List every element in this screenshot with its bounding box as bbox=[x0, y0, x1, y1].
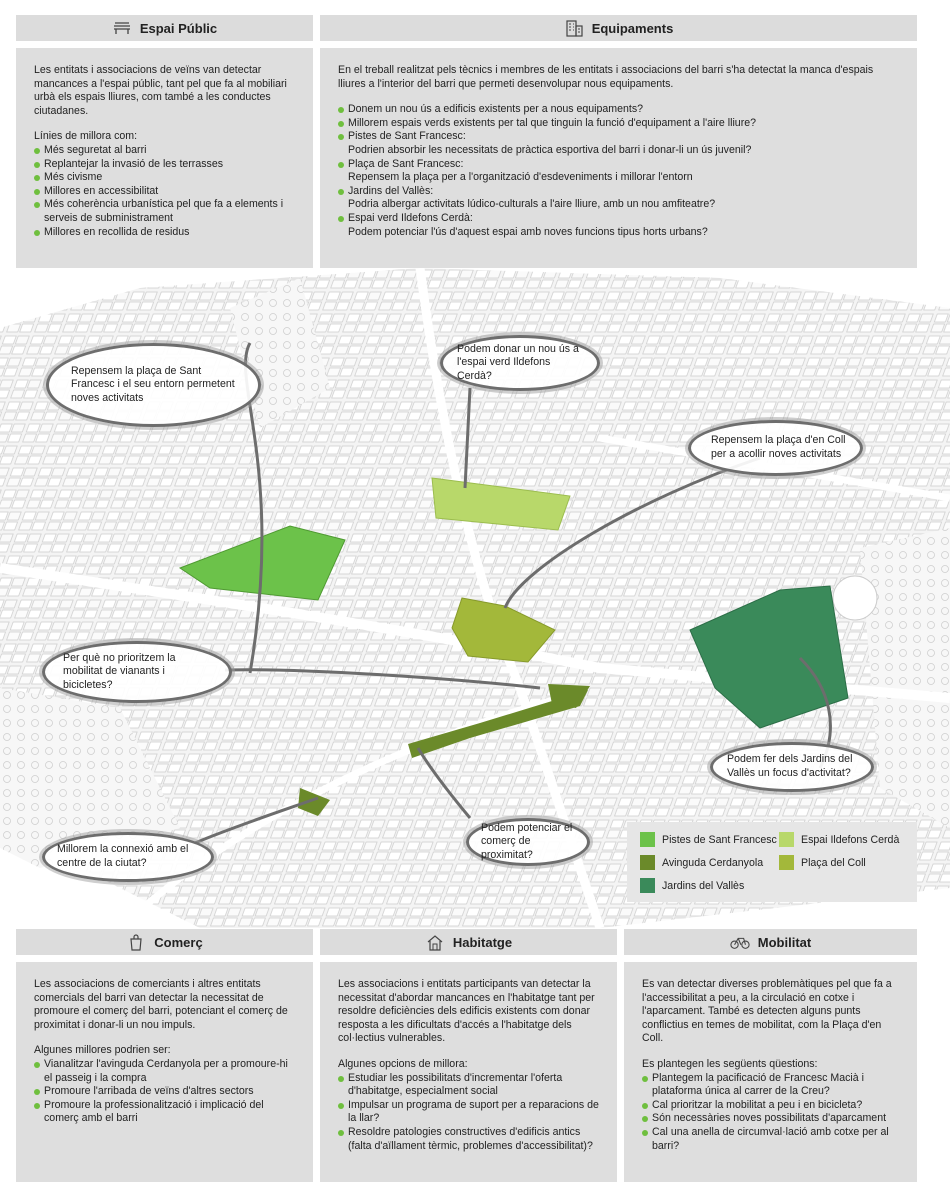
map-legend bbox=[627, 822, 917, 902]
comerc-lead: Algunes millores podrien ser: bbox=[34, 1044, 171, 1057]
legend-item: Pistes de Sant Francesc bbox=[640, 832, 777, 847]
list-item: Promoure l'arribada de veïns d'altres sectors bbox=[34, 1085, 295, 1099]
legend-item: Jardins del Vallès bbox=[640, 878, 744, 893]
espai-public-list bbox=[34, 144, 295, 239]
roundabout bbox=[833, 576, 877, 620]
shopping-bag-icon bbox=[126, 933, 146, 951]
list-item: Jardins del Vallès: Podria albergar activitats lúdico-culturals a l'aire lliure, amb un nou amfiteatre? bbox=[338, 185, 899, 212]
habitatge-lead: Algunes opcions de millora: bbox=[338, 1057, 468, 1070]
mobilitat-title: Mobilitat bbox=[757, 934, 812, 950]
bubble-ildefons-cerda: Podem donar un nou ús a l'espai verd Ildefons Cerdà? bbox=[440, 335, 600, 391]
list-item: Espai verd Ildefons Cerdà: Podem potenciar l'ús d'aquest espai amb noves funcions tipus horts urbans? bbox=[338, 212, 899, 239]
habitatge-header bbox=[320, 929, 617, 955]
mobilitat-list bbox=[642, 1072, 899, 1154]
legend-item: Plaça del Coll bbox=[779, 855, 866, 870]
espai-public-lead: Línies de millora com: bbox=[34, 130, 138, 143]
comerc-intro: Les associacions de comerciants i altres entitats comercials del barri van detectar la necessitat de promoure el comerç del barri, potenciant el comerç de proximitat i donar-li un nou impuls. bbox=[34, 978, 288, 1031]
list-item: Impulsar un programa de suport per a reparacions de la llar? bbox=[338, 1099, 599, 1126]
equipaments-panel bbox=[320, 48, 917, 268]
equipaments-list bbox=[338, 103, 899, 239]
habitatge-list bbox=[338, 1072, 599, 1154]
espai-public-intro: Les entitats i associacions de veïns van detectar mancances a l'espai públic, tant pel que fa al mobiliari urbà els espais lliures, com també a les conductes ciutadanes. bbox=[34, 64, 287, 117]
bicycle-icon bbox=[730, 933, 750, 951]
list-item: Replantejar la invasió de les terrasses bbox=[34, 158, 295, 172]
list-item: Donem un nou ús a edificis existents per a nous equipaments? bbox=[338, 103, 899, 117]
legend-item: Espai Ildefons Cerdà bbox=[779, 832, 899, 847]
legend-swatch bbox=[640, 855, 655, 870]
mobilitat-panel bbox=[624, 962, 917, 1182]
list-item: Són necessàries noves possibilitats d'aparcament bbox=[642, 1112, 899, 1126]
mobilitat-header bbox=[624, 929, 917, 955]
list-item: Millores en accessibilitat bbox=[34, 185, 295, 199]
equipaments-intro: En el treball realitzat pels tècnics i membres de les entitats i associacions del barri s'ha detectat la manca d'espais lliures a l'interior del barri que permeti desenvolupar nous equipaments. bbox=[338, 64, 874, 90]
espai-public-title: Espai Públic bbox=[139, 20, 218, 36]
bubble-placa-den-coll: Repensem la plaça d'en Coll per a acollir noves activitats bbox=[688, 420, 863, 476]
habitatge-intro: Les associacions i entitats participants van detectar la necessitat d'abordar mancances en l'habitatge tant per resoldre deficiències dels edificis existents com donar resposta a les dificultats d'accés a l'habitatge dels col·lectius vulnerables. bbox=[338, 978, 595, 1045]
bubble-mobilitat-vianants: Per què no prioritzem la mobilitat de vianants i bicicletes? bbox=[42, 641, 232, 703]
espai-public-panel bbox=[16, 48, 313, 268]
bubble-placa-sant-francesc: Repensem la plaça de Sant Francesc i el seu entorn permetent noves activitats bbox=[46, 343, 261, 427]
list-item: Promoure la professionalització i implicació del comerç amb el barri bbox=[34, 1099, 295, 1126]
list-item: Més seguretat al barri bbox=[34, 144, 295, 158]
legend-swatch bbox=[779, 832, 794, 847]
list-item: Vianalitzar l'avinguda Cerdanyola per a promoure-hi el passeig i la compra bbox=[34, 1058, 295, 1085]
legend-swatch bbox=[640, 878, 655, 893]
bubble-jardins-valles: Podem fer dels Jardins del Vallès un focus d'activitat? bbox=[710, 742, 874, 792]
habitatge-panel bbox=[320, 962, 617, 1182]
legend-swatch bbox=[640, 832, 655, 847]
mobilitat-intro: Es van detectar diverses problemàtiques pel que fa a l'accessibilitat a peu, a la circulació en cotxe i l'aparcament. També es detecten alguns punts conflictius en temes de mobilitat, com la Plaça d'en Coll. bbox=[642, 978, 892, 1045]
mobilitat-lead: Es plantegen les següents qüestions: bbox=[642, 1057, 818, 1070]
list-item: Pistes de Sant Francesc: Podrien absorbir les necessitats de pràctica esportiva del barri i donar-li un ús juvenil? bbox=[338, 130, 899, 157]
list-item: Més coherència urbanística pel que fa a elements i serveis de subministrament bbox=[34, 198, 295, 225]
list-item: Resoldre patologies constructives d'edificis antics (falta d'aïllament tèrmic, problemes d'accessibilitat)? bbox=[338, 1126, 599, 1153]
list-item: Estudiar les possibilitats d'incrementar l'oferta d'habitatge, especialment social bbox=[338, 1072, 599, 1099]
bubble-comerc-proximitat: Podem potenciar el comerç de proximitat? bbox=[466, 818, 590, 866]
bench-icon bbox=[112, 19, 132, 37]
comerc-panel bbox=[16, 962, 313, 1182]
list-item: Plaça de Sant Francesc: Repensem la plaça per a l'organització d'esdeveniments i millorar l'entorn bbox=[338, 158, 899, 185]
list-item: Plantegem la pacificació de Francesc Macià i plataforma única al carrer de la Creu? bbox=[642, 1072, 899, 1099]
list-item: Cal una anella de circumval·lació amb cotxe per al barri? bbox=[642, 1126, 899, 1153]
comerc-title: Comerç bbox=[154, 934, 203, 950]
legend-item: Avinguda Cerdanyola bbox=[640, 855, 763, 870]
espai-public-header bbox=[16, 15, 313, 41]
list-item: Millores en recollida de residus bbox=[34, 226, 295, 240]
legend-swatch bbox=[779, 855, 794, 870]
house-icon bbox=[425, 933, 445, 951]
comerc-list bbox=[34, 1058, 295, 1126]
bubble-connexio-centre: Millorem la connexió amb el centre de la ciutat? bbox=[42, 832, 214, 882]
comerc-header bbox=[16, 929, 313, 955]
list-item: Millorem espais verds existents per tal que tinguin la funció d'equipament a l'aire lliure? bbox=[338, 117, 899, 131]
list-item: Més civisme bbox=[34, 171, 295, 185]
list-item: Cal prioritzar la mobilitat a peu i en bicicleta? bbox=[642, 1099, 899, 1113]
building-icon bbox=[564, 19, 584, 37]
equipaments-header bbox=[320, 15, 917, 41]
equipaments-title: Equipaments bbox=[591, 20, 674, 36]
habitatge-title: Habitatge bbox=[452, 934, 513, 950]
